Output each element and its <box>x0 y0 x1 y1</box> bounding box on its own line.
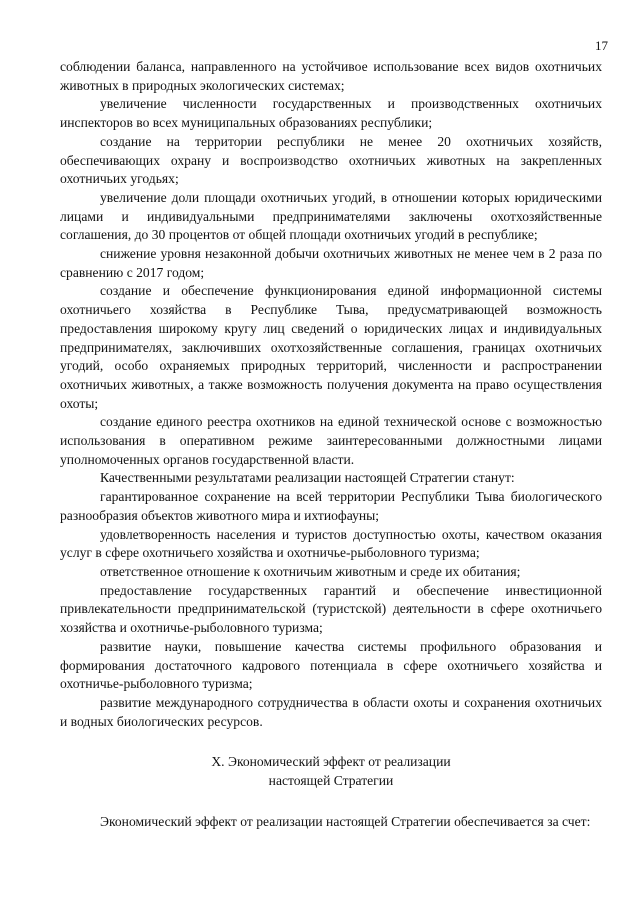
paragraph: предоставление государственных гарантий и обеспечение инвестиционной привлекательности предпринимательской (туристской) деятельности в сфере охотничьего хозяйства и охотничье-рыболовного туризма; <box>60 582 602 636</box>
section-heading-line: X. Экономический эффект от реализации <box>211 754 451 770</box>
paragraph: создание и обеспечение функционирования единой информационной системы охотничьего хозяйства в Республике Тыва, предусматривающей возможность предоставления широкому кругу лиц сведений о юридических лицах и индивидуальных предпринимателях, заключивших охотхозяйственные соглашения, границах охотничьих угодий, особо охраняемых природных территорий, численности и распространении охотничьих животных, а также возможность получения документа на право осуществления охоты; <box>60 283 602 411</box>
paragraph: удовлетворенность населения и туристов доступностью охоты, качеством оказания услуг в сфере охотничьего хозяйства и охотничье-рыболовного туризма; <box>60 526 602 561</box>
paragraph: Экономический эффект от реализации настоящей Стратегии обеспечивается за счет: <box>100 813 591 829</box>
section-heading <box>60 753 602 790</box>
paragraph: создание на территории республики не менее 20 охотничьих хозяйств, обеспечивающих охрану и воспроизводство охотничьих животных на закрепленных охотничьих угодьях; <box>60 133 602 187</box>
paragraph: гарантированное сохранение на всей территории Республики Тыва биологического разнообразия объектов животного мира и ихтиофауны; <box>60 489 602 523</box>
paragraph: Качественными результатами реализации настоящей Стратегии станут: <box>100 470 515 486</box>
paragraph: соблюдении баланса, направленного на устойчивое использование всех видов охотничьих животных в природных экологических системах; <box>60 59 602 93</box>
page-number: 17 <box>595 38 608 53</box>
paragraph: развитие науки, повышение качества системы профильного образования и формирования достаточного кадрового потенциала в сфере охотничьего хозяйства и охотничье-рыболовного туризма; <box>60 638 602 692</box>
document-body <box>60 58 602 831</box>
paragraph: ответственное отношение к охотничьим животным и среде их обитания; <box>100 563 521 579</box>
paragraph: увеличение доли площади охотничьих угодий, в отношении которых юридическими лицами и индивидуальными предпринимателями заключены охотхозяйственные соглашения, до 30 процентов от общей площади охотничьих угодий в республике; <box>60 189 602 243</box>
paragraph: увеличение численности государственных и производственных охотничьих инспекторов во всех муниципальных образованиях республики; <box>60 96 602 131</box>
paragraph: снижение уровня незаконной добычи охотничьих животных не менее чем в 2 раза по сравнению с 2017 годом; <box>60 246 602 280</box>
paragraph: развитие международного сотрудничества в области охоты и сохранения охотничьих и водных биологических ресурсов. <box>60 694 602 729</box>
paragraph: создание единого реестра охотников на единой технической основе с возможностью использования в оперативном режиме заинтересованными должностными лицами уполномоченных органов государственной власти. <box>60 414 602 467</box>
section-heading-line: настоящей Стратегии <box>268 773 394 789</box>
